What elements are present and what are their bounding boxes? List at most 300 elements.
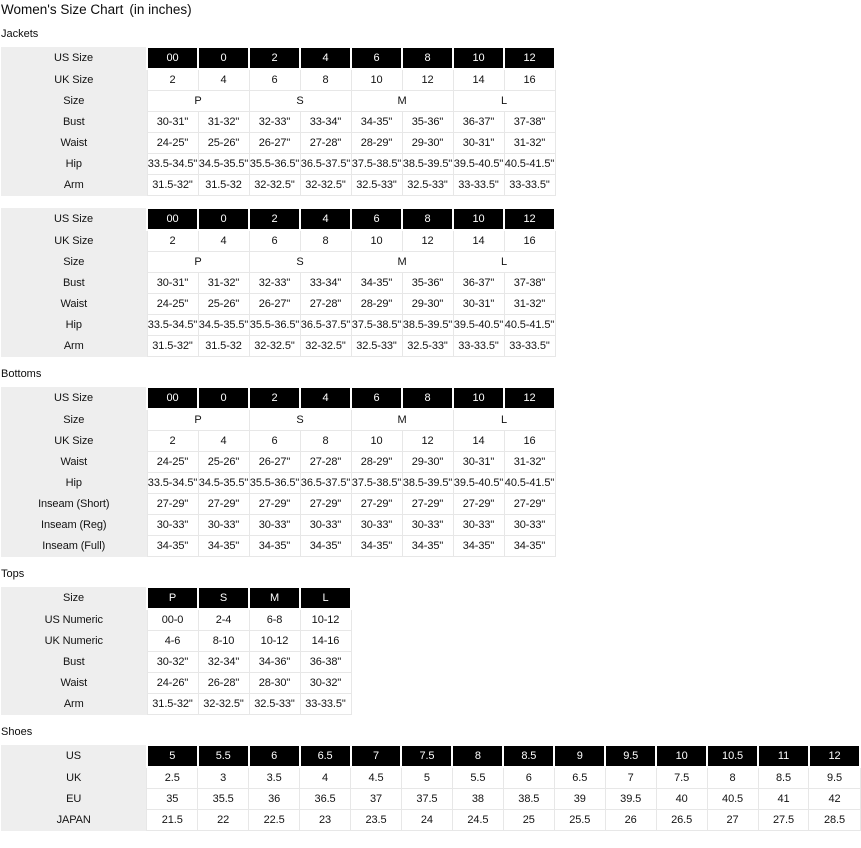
value-cell: 37.5	[401, 789, 452, 810]
value-cell: 36-37"	[453, 273, 504, 294]
value-cell: 33-33.5"	[300, 694, 351, 715]
value-cell: 25-26"	[198, 294, 249, 315]
value-cell: 32-32.5"	[300, 336, 351, 357]
value-cell: S	[249, 91, 351, 112]
value-cell: 34-35"	[453, 536, 504, 557]
table-row	[1, 154, 555, 175]
size-table-jackets-1	[1, 46, 861, 196]
row-label: US Size	[1, 208, 147, 230]
table-row	[1, 767, 860, 789]
size-header-cell: 5	[147, 745, 198, 767]
value-cell: 40.5-41.5"	[504, 154, 555, 175]
value-cell: 33.5-34.5"	[147, 473, 198, 494]
size-header-cell: 0	[198, 208, 249, 230]
value-cell: 16	[504, 69, 555, 91]
page-title-text: Women's Size Chart	[1, 2, 124, 17]
value-cell: 30-31"	[147, 273, 198, 294]
size-header-cell: 9.5	[605, 745, 656, 767]
value-cell: 34-35"	[147, 536, 198, 557]
value-cell: 35.5-36.5"	[249, 473, 300, 494]
value-cell: 26-27"	[249, 294, 300, 315]
value-cell: 31.5-32	[198, 336, 249, 357]
section-tops	[1, 568, 861, 715]
table-row	[1, 91, 555, 112]
size-table-bottoms	[1, 386, 861, 557]
row-label: Size	[1, 409, 147, 431]
value-cell: 33-34"	[300, 273, 351, 294]
value-cell: 31.5-32"	[147, 336, 198, 357]
value-cell: M	[351, 409, 453, 431]
value-cell: 8	[300, 230, 351, 252]
value-cell: 30-33"	[198, 515, 249, 536]
value-cell: 7.5	[656, 767, 707, 789]
value-cell: 27-29"	[504, 494, 555, 515]
value-cell: 32-32.5"	[249, 175, 300, 196]
value-cell: 38.5-39.5"	[402, 315, 453, 336]
value-cell: 27-29"	[351, 494, 402, 515]
size-header-cell: 6	[351, 387, 402, 409]
value-cell: 39.5-40.5"	[453, 315, 504, 336]
value-cell: 31.5-32"	[147, 694, 198, 715]
value-cell: 35-36"	[402, 112, 453, 133]
value-cell: 29-30"	[402, 452, 453, 473]
size-header-cell: 4	[300, 387, 351, 409]
value-cell: 27	[707, 810, 758, 831]
table-row	[1, 409, 555, 431]
value-cell: 35.5-36.5"	[249, 315, 300, 336]
value-cell: 27-29"	[198, 494, 249, 515]
value-cell: 14	[453, 431, 504, 452]
size-header-cell: 6	[351, 47, 402, 69]
table-row	[1, 452, 555, 473]
table-row	[1, 431, 555, 452]
size-header-cell: 9	[554, 745, 605, 767]
value-cell: 40.5-41.5"	[504, 473, 555, 494]
size-header-cell: 8	[402, 208, 453, 230]
value-cell: 16	[504, 230, 555, 252]
value-cell: 10	[351, 230, 402, 252]
value-cell: 31-32"	[504, 452, 555, 473]
table-row	[1, 609, 351, 631]
value-cell: 33-33.5"	[453, 336, 504, 357]
value-cell: 14	[453, 230, 504, 252]
value-cell: 4	[198, 69, 249, 91]
value-cell: 27-28"	[300, 294, 351, 315]
row-label: Hip	[1, 315, 147, 336]
section-bottoms	[1, 368, 861, 557]
value-cell: 36.5-37.5"	[300, 154, 351, 175]
size-header-cell: 12	[809, 745, 860, 767]
row-label: Arm	[1, 175, 147, 196]
value-cell: 30-33"	[402, 515, 453, 536]
size-table-shoes	[1, 744, 861, 831]
value-cell: 6-8	[249, 609, 300, 631]
row-label: Waist	[1, 673, 147, 694]
value-cell: 32.5-33"	[249, 694, 300, 715]
value-cell: 41	[758, 789, 809, 810]
value-cell: 10	[351, 69, 402, 91]
value-cell: 28-29"	[351, 452, 402, 473]
value-cell: P	[147, 91, 249, 112]
value-cell: 31-32"	[504, 294, 555, 315]
value-cell: 40	[656, 789, 707, 810]
value-cell: 31-32"	[198, 112, 249, 133]
row-label: Bust	[1, 112, 147, 133]
value-cell: 4-6	[147, 631, 198, 652]
row-label: JAPAN	[1, 810, 147, 831]
value-cell: L	[453, 91, 555, 112]
size-header-cell: 10	[453, 208, 504, 230]
value-cell: 35.5-36.5"	[249, 154, 300, 175]
section-shoes	[1, 726, 861, 831]
size-header-cell: 10	[453, 387, 504, 409]
value-cell: 30-32"	[300, 673, 351, 694]
size-table-jackets-2	[1, 207, 861, 357]
row-label: Size	[1, 252, 147, 273]
size-header-cell: 11	[758, 745, 809, 767]
value-cell: 12	[402, 230, 453, 252]
value-cell: 14	[453, 69, 504, 91]
size-table	[1, 744, 861, 831]
size-header-cell: 2	[249, 47, 300, 69]
value-cell: 37.5-38.5"	[351, 473, 402, 494]
value-cell: 34-35"	[504, 536, 555, 557]
value-cell: 35	[147, 789, 198, 810]
value-cell: 36.5-37.5"	[300, 315, 351, 336]
value-cell: 00-0	[147, 609, 198, 631]
value-cell: 25.5	[554, 810, 605, 831]
value-cell: 25-26"	[198, 452, 249, 473]
row-label: UK Size	[1, 69, 147, 91]
size-header-cell: 8	[402, 47, 453, 69]
size-header-cell: 12	[504, 208, 555, 230]
value-cell: 4	[198, 230, 249, 252]
row-label: UK Size	[1, 431, 147, 452]
value-cell: 10-12	[300, 609, 351, 631]
value-cell: 21.5	[147, 810, 198, 831]
value-cell: 6	[249, 69, 300, 91]
value-cell: 26-27"	[249, 133, 300, 154]
value-cell: 28-29"	[351, 133, 402, 154]
value-cell: 4	[198, 431, 249, 452]
row-label: US	[1, 745, 147, 767]
size-table	[1, 46, 556, 196]
value-cell: 32-33"	[249, 112, 300, 133]
value-cell: 33.5-34.5"	[147, 154, 198, 175]
value-cell: 31-32"	[198, 273, 249, 294]
size-header-cell: M	[249, 587, 300, 609]
size-header-cell: 0	[198, 47, 249, 69]
value-cell: 8	[707, 767, 758, 789]
value-cell: 34-35"	[351, 112, 402, 133]
value-cell: 32.5-33"	[402, 336, 453, 357]
row-label: Bust	[1, 273, 147, 294]
value-cell: 29-30"	[402, 294, 453, 315]
value-cell: 8.5	[758, 767, 809, 789]
value-cell: 30-32"	[147, 652, 198, 673]
value-cell: 32-32.5"	[198, 694, 249, 715]
value-cell: 12	[402, 69, 453, 91]
value-cell: 38	[452, 789, 503, 810]
size-header-cell: S	[198, 587, 249, 609]
value-cell: 29-30"	[402, 133, 453, 154]
value-cell: 27-28"	[300, 133, 351, 154]
value-cell: 22.5	[249, 810, 300, 831]
value-cell: 37	[351, 789, 402, 810]
value-cell: 4	[300, 767, 351, 789]
size-header-cell: 7.5	[401, 745, 452, 767]
value-cell: 33.5-34.5"	[147, 315, 198, 336]
value-cell: L	[453, 252, 555, 273]
page-title-unit: (in inches)	[129, 2, 192, 17]
value-cell: 37-38"	[504, 273, 555, 294]
value-cell: 22	[198, 810, 249, 831]
value-cell: 24	[401, 810, 452, 831]
value-cell: 24-25"	[147, 452, 198, 473]
table-row	[1, 175, 555, 196]
value-cell: 6.5	[554, 767, 605, 789]
value-cell: 30-33"	[300, 515, 351, 536]
size-header-cell: 6.5	[300, 745, 351, 767]
table-row	[1, 47, 555, 69]
value-cell: 14-16	[300, 631, 351, 652]
value-cell: 30-33"	[453, 515, 504, 536]
value-cell: 8	[300, 69, 351, 91]
value-cell: 6	[249, 230, 300, 252]
value-cell: 2.5	[147, 767, 198, 789]
table-row	[1, 230, 555, 252]
table-row	[1, 473, 555, 494]
value-cell: 8	[300, 431, 351, 452]
value-cell: 32-32.5"	[300, 175, 351, 196]
value-cell: P	[147, 252, 249, 273]
value-cell: 30-31"	[453, 294, 504, 315]
row-label: UK Size	[1, 230, 147, 252]
size-table-tops	[1, 586, 861, 715]
value-cell: 6	[249, 431, 300, 452]
value-cell: 34.5-35.5"	[198, 315, 249, 336]
value-cell: 34.5-35.5"	[198, 473, 249, 494]
value-cell: 38.5	[503, 789, 554, 810]
value-cell: 40.5-41.5"	[504, 315, 555, 336]
value-cell: 24-26"	[147, 673, 198, 694]
value-cell: 31.5-32	[198, 175, 249, 196]
value-cell: S	[249, 252, 351, 273]
value-cell: 27-29"	[402, 494, 453, 515]
size-header-cell: 12	[504, 47, 555, 69]
value-cell: 32.5-33"	[351, 175, 402, 196]
table-row	[1, 673, 351, 694]
value-cell: 24-25"	[147, 133, 198, 154]
value-cell: 10-12	[249, 631, 300, 652]
value-cell: 16	[504, 431, 555, 452]
row-label: Bust	[1, 652, 147, 673]
row-label: Waist	[1, 133, 147, 154]
value-cell: 36-37"	[453, 112, 504, 133]
row-label: EU	[1, 789, 147, 810]
value-cell: 27-29"	[249, 494, 300, 515]
table-row	[1, 208, 555, 230]
size-header-cell: L	[300, 587, 351, 609]
value-cell: 2	[147, 230, 198, 252]
value-cell: 4.5	[351, 767, 402, 789]
value-cell: 5	[401, 767, 452, 789]
table-row	[1, 315, 555, 336]
size-header-cell: 7	[351, 745, 402, 767]
table-row	[1, 494, 555, 515]
size-header-cell: 8	[452, 745, 503, 767]
size-header-cell: 2	[249, 208, 300, 230]
value-cell: 30-31"	[453, 452, 504, 473]
value-cell: 36-38"	[300, 652, 351, 673]
section-heading-jackets: Jackets	[1, 28, 39, 40]
value-cell: 34-35"	[249, 536, 300, 557]
value-cell: 39.5-40.5"	[453, 473, 504, 494]
page-title	[1, 2, 861, 18]
value-cell: 37.5-38.5"	[351, 315, 402, 336]
value-cell: 10	[351, 431, 402, 452]
row-label: Arm	[1, 336, 147, 357]
value-cell: 2	[147, 69, 198, 91]
row-label: US Numeric	[1, 609, 147, 631]
size-table	[1, 386, 556, 557]
value-cell: 34-35"	[198, 536, 249, 557]
value-cell: 39	[554, 789, 605, 810]
table-row	[1, 789, 860, 810]
value-cell: 33-33.5"	[504, 175, 555, 196]
value-cell: 28.5	[809, 810, 860, 831]
row-label: Waist	[1, 294, 147, 315]
size-header-cell: 10	[656, 745, 707, 767]
value-cell: 36	[249, 789, 300, 810]
table-row	[1, 69, 555, 91]
table-row	[1, 587, 351, 609]
value-cell: 39.5	[605, 789, 656, 810]
value-cell: 31.5-32"	[147, 175, 198, 196]
value-cell: 25-26"	[198, 133, 249, 154]
size-header-cell: 6	[351, 208, 402, 230]
value-cell: 26-27"	[249, 452, 300, 473]
value-cell: 34-35"	[402, 536, 453, 557]
value-cell: S	[249, 409, 351, 431]
row-label: Inseam (Reg)	[1, 515, 147, 536]
section-heading-bottoms: Bottoms	[1, 368, 42, 380]
size-header-cell: 5.5	[198, 745, 249, 767]
value-cell: 32.5-33"	[351, 336, 402, 357]
value-cell: 32.5-33"	[402, 175, 453, 196]
value-cell: 9.5	[809, 767, 860, 789]
value-cell: 37-38"	[504, 112, 555, 133]
table-row	[1, 631, 351, 652]
value-cell: 31-32"	[504, 133, 555, 154]
value-cell: 23	[300, 810, 351, 831]
value-cell: 30-33"	[351, 515, 402, 536]
value-cell: 12	[402, 431, 453, 452]
value-cell: 25	[503, 810, 554, 831]
value-cell: 26	[605, 810, 656, 831]
value-cell: 23.5	[351, 810, 402, 831]
value-cell: 33-33.5"	[453, 175, 504, 196]
size-header-cell: 2	[249, 387, 300, 409]
size-header-cell: 10.5	[707, 745, 758, 767]
value-cell: 33-33.5"	[504, 336, 555, 357]
row-label: Waist	[1, 452, 147, 473]
size-header-cell: 00	[147, 208, 198, 230]
value-cell: 3.5	[249, 767, 300, 789]
value-cell: 32-32.5"	[249, 336, 300, 357]
size-table	[1, 207, 556, 357]
value-cell: L	[453, 409, 555, 431]
value-cell: 32-33"	[249, 273, 300, 294]
table-row	[1, 336, 555, 357]
row-label: Arm	[1, 694, 147, 715]
size-header-cell: 00	[147, 47, 198, 69]
table-row	[1, 745, 860, 767]
value-cell: 26-28"	[198, 673, 249, 694]
table-row	[1, 652, 351, 673]
table-row	[1, 536, 555, 557]
size-header-cell: P	[147, 587, 198, 609]
value-cell: 26.5	[656, 810, 707, 831]
value-cell: 35-36"	[402, 273, 453, 294]
value-cell: 30-31"	[453, 133, 504, 154]
size-header-cell: 0	[198, 387, 249, 409]
value-cell: 30-33"	[249, 515, 300, 536]
size-header-cell: 8	[402, 387, 453, 409]
value-cell: 30-31"	[147, 112, 198, 133]
table-row	[1, 112, 555, 133]
value-cell: 39.5-40.5"	[453, 154, 504, 175]
section-jackets	[1, 28, 861, 357]
table-row	[1, 387, 555, 409]
value-cell: 6	[503, 767, 554, 789]
table-row	[1, 252, 555, 273]
size-header-cell: 8.5	[503, 745, 554, 767]
value-cell: M	[351, 252, 453, 273]
value-cell: 27-29"	[453, 494, 504, 515]
size-header-cell: 10	[453, 47, 504, 69]
value-cell: 28-29"	[351, 294, 402, 315]
row-label: US Size	[1, 47, 147, 69]
value-cell: 38.5-39.5"	[402, 473, 453, 494]
row-label: Hip	[1, 154, 147, 175]
value-cell: 32-34"	[198, 652, 249, 673]
value-cell: M	[351, 91, 453, 112]
value-cell: 34.5-35.5"	[198, 154, 249, 175]
value-cell: 24.5	[452, 810, 503, 831]
value-cell: 27-28"	[300, 452, 351, 473]
size-header-cell: 4	[300, 208, 351, 230]
row-label: UK Numeric	[1, 631, 147, 652]
row-label: UK	[1, 767, 147, 789]
size-table	[1, 586, 352, 715]
value-cell: 34-35"	[351, 273, 402, 294]
table-row	[1, 133, 555, 154]
value-cell: 30-33"	[504, 515, 555, 536]
size-header-cell: 6	[249, 745, 300, 767]
table-row	[1, 273, 555, 294]
value-cell: 40.5	[707, 789, 758, 810]
value-cell: 7	[605, 767, 656, 789]
value-cell: 27-29"	[147, 494, 198, 515]
value-cell: 38.5-39.5"	[402, 154, 453, 175]
size-header-cell: 4	[300, 47, 351, 69]
value-cell: 35.5	[198, 789, 249, 810]
table-row	[1, 810, 860, 831]
row-label: Inseam (Full)	[1, 536, 147, 557]
row-label: Size	[1, 91, 147, 112]
value-cell: P	[147, 409, 249, 431]
